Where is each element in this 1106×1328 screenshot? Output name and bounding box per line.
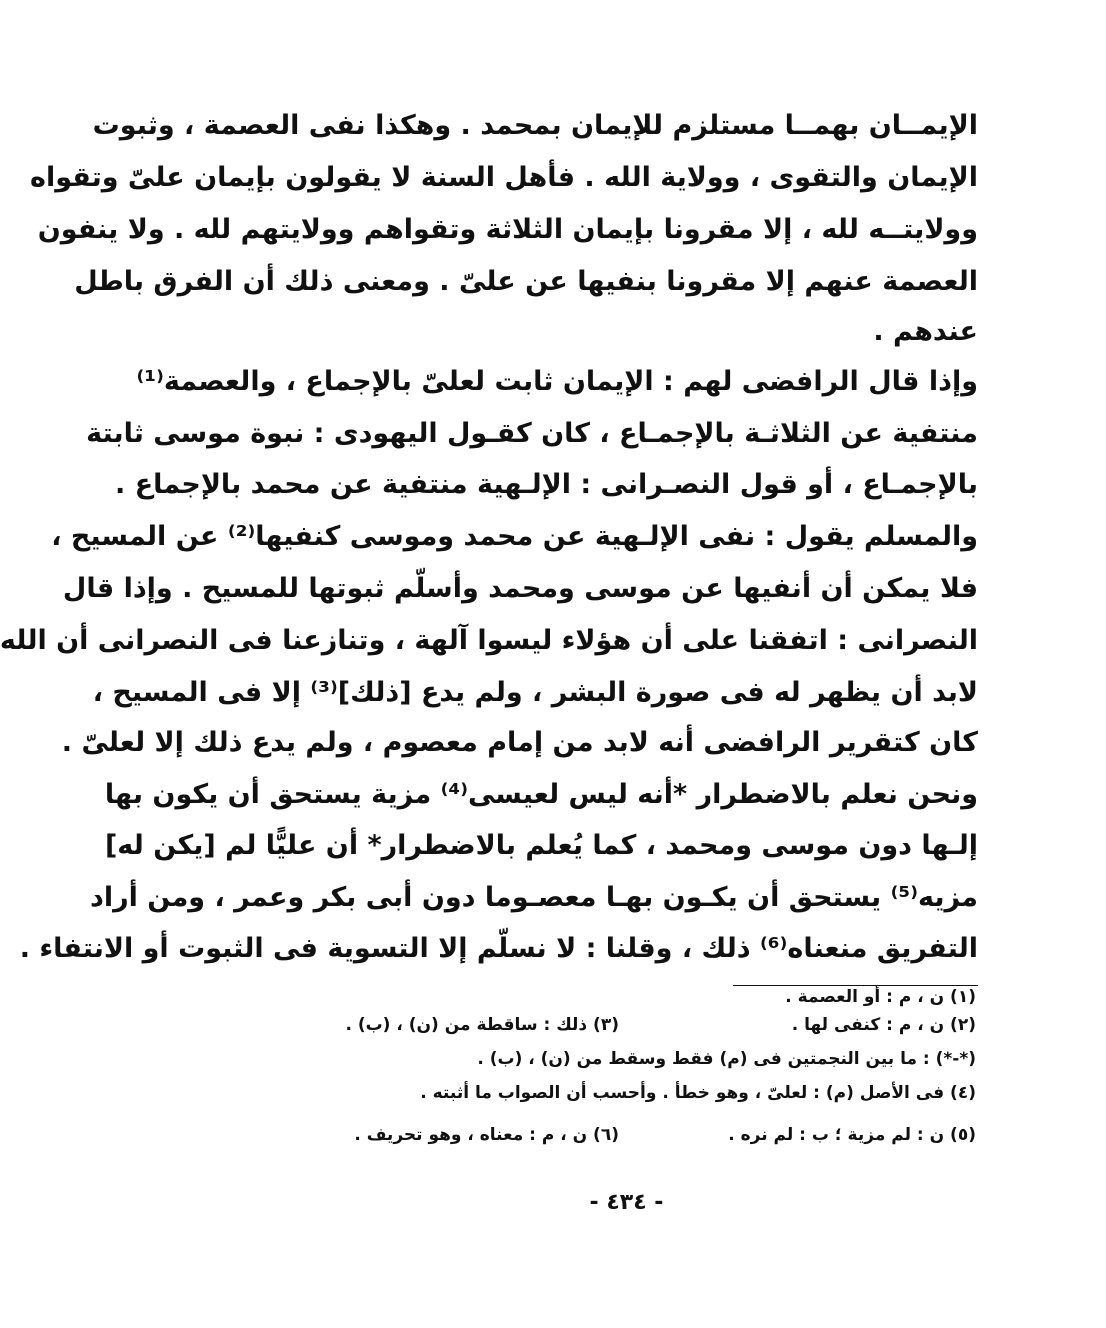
footnote-4: (٤) فى الأصل (م) : لعلىّ ، وهو خطأ . وأحسب أن الصواب ما أثبته . (420, 1083, 976, 1103)
body-line-14: ونحن نعلم بالاضطرار *أنه ليس لعيسى⁽⁴⁾ مزية يستحق أن يكون بها (104, 779, 978, 810)
body-line-13: كان كتقرير الرافضى أنه لابد من إمام معصوم ، ولم يدع ذلك إلا لعلىّ . (61, 727, 978, 758)
footnote-5: (٥) ن : لم مزية ؛ ب : لم نره . (728, 1125, 976, 1145)
footnote-3: (٣) ذلك : ساقطة من (ن) ، (ب) . (345, 1015, 619, 1035)
footnote-2: (٢) ن ، م : كنفى لها . (791, 1015, 976, 1035)
body-line-7: منتفية عن الثلاثـة بالإجمـاع ، كان كقـول اليهودى : نبوة موسى ثابتة (86, 418, 978, 449)
body-line-1: الإيمــان بهمــا مستلزم للإيمان بمحمد . وهكذا نفى العصمة ، وثبوت (92, 110, 978, 141)
body-line-8: بالإجمـاع ، أو قول النصـرانى : الإلـهية منتفية عن محمد بالإجماع . (115, 469, 978, 500)
footnote-6: (٦) ن ، م : معناه ، وهو تحريف . (354, 1125, 619, 1145)
body-line-11: النصرانى : اتفقنا على أن هؤلاء ليسوا آلهة ، وتنازعنا فى النصرانى أن الله (0, 625, 978, 656)
body-line-17: التفريق منعناه⁽⁶⁾ ذلك ، وقلنا : لا نسلّم إلا التسوية فى الثبوت أو الانتفاء . (19, 933, 978, 964)
body-line-12: لابد أن يظهر له فى صورة البشر ، ولم يدع [ذلك]⁽³⁾ إلا فى المسيح ، (92, 677, 978, 708)
body-line-9: والمسلم يقول : نفى الإلـهية عن محمد وموسى كنفيها⁽²⁾ عن المسيح ، (51, 521, 978, 552)
body-line-3: وولايتــه لله ، إلا مقرونا بإيمان الثلاثة وتقواهم وولايتهم لله . ولا ينفون (37, 214, 978, 245)
footnote-star: (*-*) : ما بين النجمتين فى (م) فقط وسقط من (ن) ، (ب) . (477, 1049, 976, 1069)
body-line-5: عندهم . (873, 316, 978, 347)
body-line-6: وإذا قال الرافضى لهم : الإيمان ثابت لعلىّ بالإجماع ، والعصمة⁽¹⁾ (136, 366, 978, 397)
body-line-16: مزيه⁽⁵⁾ يستحق أن يكـون بهـا معصـوما دون أبى بكر وعمر ، ومن أراد (89, 882, 978, 913)
body-line-15: إلـها دون موسى ومحمد ، كما يُعلم بالاضطرار* أن عليًّا لم [يكن له] (104, 830, 978, 861)
body-line-10: فلا يمكن أن أنفيها عن موسى ومحمد وأسلّم ثبوتها للمسيح . وإذا قال (62, 573, 978, 604)
body-line-2: الإيمان والتقوى ، وولاية الله . فأهل السنة لا يقولون بإيمان علىّ وتقواه (30, 162, 978, 193)
page-number: - ٤٣٤ - (589, 1190, 664, 1215)
body-line-4: العصمة عنهم إلا مقرونا بنفيها عن علىّ . ومعنى ذلك أن الفرق باطل (74, 266, 978, 297)
footnote-1: (١) ن ، م : أو العصمة . (785, 987, 976, 1007)
